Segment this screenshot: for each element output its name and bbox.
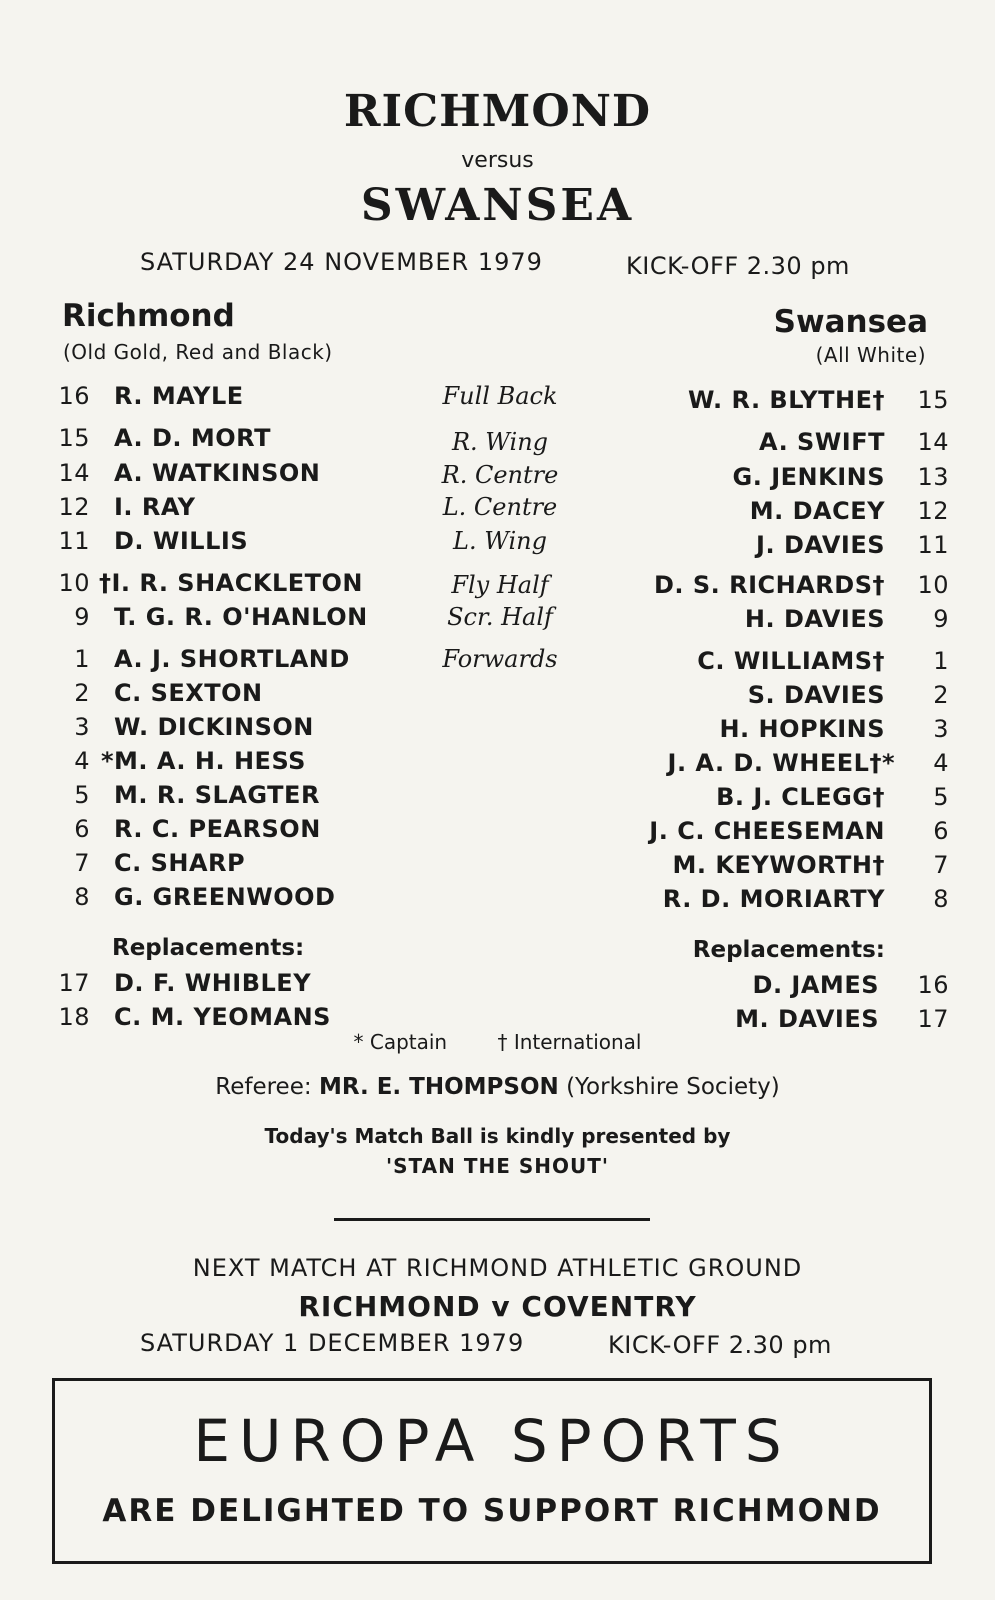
away-team-colours: (All White) — [815, 343, 926, 367]
home-player: A. WATKINSON — [114, 459, 321, 487]
referee-line — [0, 1074, 995, 1100]
home-player: T. G. R. O'HANLON — [114, 603, 368, 631]
lineup-row — [0, 459, 995, 493]
home-player: D. F. WHIBLEY — [114, 969, 312, 997]
home-player: A. J. SHORTLAND — [114, 645, 350, 673]
home-player: †I. R. SHACKLETON — [99, 569, 364, 597]
position: L. Wing — [453, 527, 547, 555]
home-number: 14 — [58, 459, 90, 487]
home-player: M. R. SLAGTER — [114, 781, 320, 809]
away-team-title: SWANSEA — [360, 180, 635, 231]
home-player: C. SHARP — [114, 849, 246, 877]
away-player: H. HOPKINS — [719, 715, 885, 743]
away-number: 6 — [933, 817, 949, 845]
home-number: 17 — [58, 969, 90, 997]
next-match-date: SATURDAY 1 DECEMBER 1979 — [140, 1329, 525, 1357]
matchball-sponsor: 'STAN THE SHOUT' — [386, 1154, 609, 1178]
home-number: 3 — [74, 713, 90, 741]
home-player: R. MAYLE — [114, 382, 244, 410]
lineup-row — [0, 747, 995, 781]
home-team-name: Richmond — [62, 298, 235, 334]
lineup-row — [0, 713, 995, 747]
home-number: 1 — [74, 645, 90, 673]
home-number: 6 — [74, 815, 90, 843]
home-number: 7 — [74, 849, 90, 877]
position: Forwards — [442, 645, 558, 673]
divider — [334, 1218, 650, 1221]
lineup-row — [0, 849, 995, 883]
home-player: D. WILLIS — [114, 527, 249, 555]
position: R. Wing — [451, 428, 549, 456]
position: L. Centre — [442, 493, 558, 521]
home-player: *M. A. H. HESS — [101, 747, 306, 775]
away-player: J. A. D. WHEEL†* — [667, 749, 895, 777]
away-player: R. D. MORIARTY — [662, 885, 885, 913]
lineup-row — [0, 883, 995, 917]
home-number: 8 — [74, 883, 90, 911]
captain-legend: * Captain — [353, 1030, 448, 1054]
legend — [0, 1030, 995, 1054]
home-player: C. M. YEOMANS — [114, 1003, 331, 1031]
match-date: SATURDAY 24 NOVEMBER 1979 — [140, 248, 543, 276]
away-number: 7 — [933, 851, 949, 879]
away-player: W. R. BLYTHE† — [688, 386, 885, 414]
home-number: 5 — [74, 781, 90, 809]
away-player: J. C. CHEESEMAN — [649, 817, 885, 845]
away-player: D. S. RICHARDS† — [653, 571, 885, 599]
home-number: 11 — [58, 527, 90, 555]
away-number: 4 — [933, 749, 949, 777]
away-player: C. WILLIAMS† — [697, 647, 885, 675]
lineup-row — [0, 815, 995, 849]
matchball-line: Today's Match Ball is kindly presented by — [264, 1124, 731, 1148]
home-team-colours: (Old Gold, Red and Black) — [63, 340, 333, 364]
replacement-row — [0, 969, 995, 1003]
next-match-venue: NEXT MATCH AT RICHMOND ATHLETIC GROUND — [192, 1254, 803, 1282]
lineup-row — [0, 527, 995, 561]
away-number: 11 — [917, 531, 949, 559]
away-number: 5 — [933, 783, 949, 811]
away-team-name: Swansea — [773, 304, 928, 340]
lineup-row — [0, 424, 995, 458]
next-match-kickoff: KICK-OFF 2.30 pm — [608, 1331, 832, 1359]
international-legend: † International — [497, 1030, 642, 1054]
home-number: 12 — [58, 493, 90, 521]
away-number: 8 — [933, 885, 949, 913]
away-player: S. DAVIES — [747, 681, 885, 709]
home-number: 15 — [58, 424, 90, 452]
away-number: 16 — [917, 971, 949, 999]
home-team-title: RICHMOND — [343, 86, 652, 137]
lineup-row — [0, 645, 995, 679]
away-number: 3 — [933, 715, 949, 743]
away-player: D. JAMES — [752, 971, 879, 999]
away-number: 14 — [917, 428, 949, 456]
referee-society: (Yorkshire Society) — [566, 1074, 780, 1100]
home-player: C. SEXTON — [114, 679, 263, 707]
away-number: 13 — [917, 463, 949, 491]
away-player: J. DAVIES — [756, 531, 885, 559]
home-number: 2 — [74, 679, 90, 707]
home-number: 4 — [74, 747, 90, 775]
away-player: B. J. CLEGG† — [716, 783, 885, 811]
away-player: M. DACEY — [749, 497, 885, 525]
away-number: 9 — [933, 605, 949, 633]
sponsor-advert — [52, 1378, 932, 1564]
away-number: 17 — [917, 1005, 949, 1033]
away-player: H. DAVIES — [744, 605, 885, 633]
lineup-row — [0, 679, 995, 713]
away-number: 10 — [917, 571, 949, 599]
home-player: R. C. PEARSON — [114, 815, 321, 843]
advert-brand: EUROPA SPORTS — [193, 1407, 791, 1475]
versus-label: versus — [461, 148, 534, 173]
away-number: 2 — [933, 681, 949, 709]
position: Scr. Half — [447, 603, 553, 631]
away-replacements-heading: Replacements: — [692, 937, 885, 963]
lineup-row — [0, 781, 995, 815]
position: Full Back — [442, 382, 558, 410]
home-player: W. DICKINSON — [114, 713, 314, 741]
home-number: 10 — [58, 569, 90, 597]
away-player: G. JENKINS — [732, 463, 885, 491]
referee-label: Referee: — [215, 1074, 312, 1100]
position: R. Centre — [441, 461, 559, 489]
away-number: 12 — [917, 497, 949, 525]
next-match-fixture: RICHMOND v COVENTRY — [298, 1290, 697, 1323]
away-number: 1 — [933, 647, 949, 675]
away-number: 15 — [917, 386, 949, 414]
home-number: 16 — [58, 382, 90, 410]
home-number: 18 — [58, 1003, 90, 1031]
position: Fly Half — [451, 571, 549, 599]
home-player: A. D. MORT — [114, 424, 271, 452]
referee-name: MR. E. THOMPSON — [318, 1074, 559, 1100]
away-player: M. KEYWORTH† — [672, 851, 885, 879]
home-player: I. RAY — [114, 493, 196, 521]
lineup-row — [0, 603, 995, 637]
match-kickoff: KICK-OFF 2.30 pm — [626, 252, 850, 280]
lineup-row — [0, 382, 995, 416]
advert-tagline: ARE DELIGHTED TO SUPPORT RICHMOND — [102, 1493, 882, 1529]
away-player: M. DAVIES — [735, 1005, 879, 1033]
home-number: 9 — [74, 603, 90, 631]
lineup-row — [0, 569, 995, 603]
lineup-row — [0, 493, 995, 527]
away-player: A. SWIFT — [759, 428, 885, 456]
home-player: G. GREENWOOD — [114, 883, 336, 911]
home-replacements-heading: Replacements: — [112, 935, 305, 961]
